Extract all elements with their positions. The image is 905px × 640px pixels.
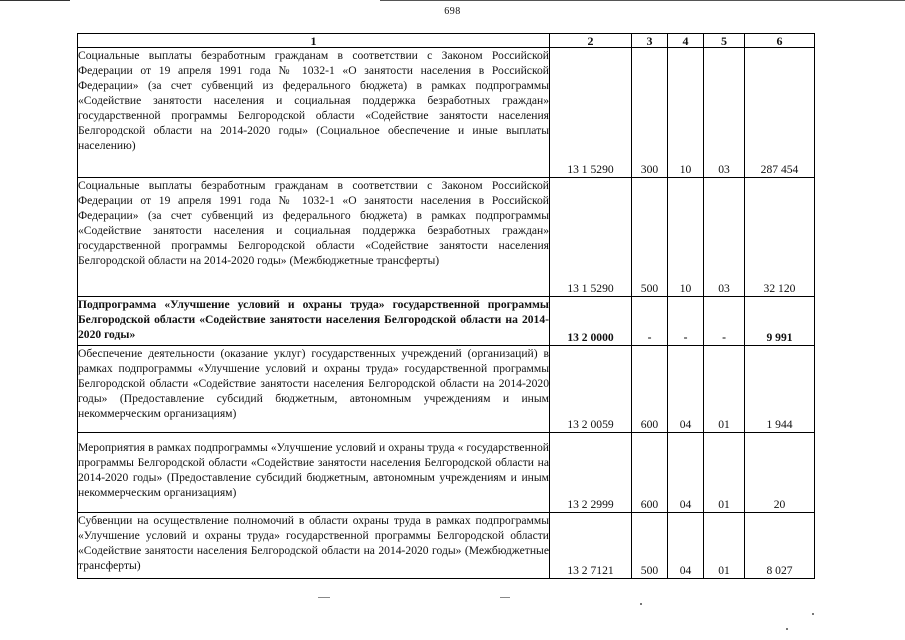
scan-speck: [640, 603, 642, 605]
scan-speck: [786, 628, 788, 630]
row-amount: 9 991: [745, 297, 815, 346]
scan-speck: [812, 613, 814, 615]
row-target-code: 13 2 7121: [550, 513, 632, 579]
scan-top-rule-left: [0, 0, 70, 1]
row-description: Социальные выплаты безработным гражданам в соответствии с Законом Российской Федерации от 19 апреля 1991 года № 1032-1 «О занятости населения в Российской Федерации» (за счет субвенций из федерального бюджета) в рамках подпрограммы «Содействие занятости населения и социальная поддержка безработных граждан» государственной программы Белгородской области «Содействие занятости населения Белгородской области на 2014-2020 годы» (Социальное обеспечение и иные выплаты населению): [78, 48, 550, 178]
column-header-code: 2: [550, 34, 632, 48]
row-description: Субвенции на осуществление полномочий в области охраны труда в рамках подпрограммы «Улучшение условий и охраны труда» государственной программы Белгородской области «Содействие занятости населения Белгородской области на 2014-2020 годы» (Межбюджетные трансферты): [78, 513, 550, 579]
row-subsection: 03: [704, 48, 745, 178]
row-section: -: [668, 297, 704, 346]
row-amount: 1 944: [745, 346, 815, 433]
row-subsection: -: [704, 297, 745, 346]
row-amount: 8 027: [745, 513, 815, 579]
row-target-code: 13 2 0059: [550, 346, 632, 433]
row-expense-type: 600: [632, 433, 668, 513]
row-description: Мероприятия в рамках подпрограммы «Улучшение условий и охраны труда « государственной программы Белгородской области «Содействие занятости населения Белгородской области на 2014-2020 годы» (Предоставление субсидий бюджетным, автономным учреждениям и иным некоммерческим организациям): [78, 433, 550, 513]
row-subsection: 03: [704, 178, 745, 297]
page-number: 698: [444, 6, 461, 17]
table-row: [78, 178, 815, 297]
budget-table: [77, 33, 815, 579]
row-subsection: 01: [704, 433, 745, 513]
row-description: Подпрограмма «Улучшение условий и охраны труда» государственной программы Белгородской области «Содействие занятости населения Белгородской области на 2014-2020 годы»: [78, 297, 550, 346]
row-subsection: 01: [704, 346, 745, 433]
table-row: [78, 346, 815, 433]
row-subsection: 01: [704, 513, 745, 579]
row-section: 10: [668, 178, 704, 297]
table-row: [78, 48, 815, 178]
row-amount: 287 454: [745, 48, 815, 178]
row-amount: 20: [745, 433, 815, 513]
scan-speck: [500, 597, 510, 598]
table-row: [78, 513, 815, 579]
row-section: 10: [668, 48, 704, 178]
column-header-subsection: 5: [704, 34, 745, 48]
row-target-code: 13 1 5290: [550, 48, 632, 178]
table-row-subprogram: [78, 297, 815, 346]
column-header-description: 1: [78, 34, 550, 48]
row-section: 04: [668, 346, 704, 433]
column-header-amount: 6: [745, 34, 815, 48]
scan-top-rule-right: [380, 0, 905, 1]
row-target-code: 13 2 0000: [550, 297, 632, 346]
row-expense-type: 500: [632, 513, 668, 579]
row-description: Социальные выплаты безработным гражданам в соответствии с Законом Российской Федерации от 19 апреля 1991 года № 1032-1 «О занятости населения в Российской Федерации» (за счет субвенций из федерального бюджета) в рамках подпрограммы «Содействие занятости населения и социальная поддержка безработных граждан» государственной программы Белгородской области «Содействие занятости населения Белгородской области на 2014-2020 годы» (Межбюджетные трансферты): [78, 178, 550, 297]
row-expense-type: 500: [632, 178, 668, 297]
row-section: 04: [668, 433, 704, 513]
row-expense-type: -: [632, 297, 668, 346]
column-header-section: 4: [668, 34, 704, 48]
table-header-row: [78, 34, 815, 48]
row-target-code: 13 1 5290: [550, 178, 632, 297]
table-row: [78, 433, 815, 513]
row-amount: 32 120: [745, 178, 815, 297]
row-description: Обеспечение деятельности (оказание уклуг) государственных учреждений (организаций) в рамках подпрограммы «Улучшение условий и охраны труда» государственной программы Белгородской области «Содействие занятости населения Белгородской области на 2014-2020 годы» (Предоставление субсидий бюджетным, автономным учреждениям и иным некоммерческим организациям): [78, 346, 550, 433]
row-section: 04: [668, 513, 704, 579]
row-expense-type: 600: [632, 346, 668, 433]
scan-speck: [318, 597, 330, 598]
row-target-code: 13 2 2999: [550, 433, 632, 513]
row-expense-type: 300: [632, 48, 668, 178]
column-header-expense-type: 3: [632, 34, 668, 48]
